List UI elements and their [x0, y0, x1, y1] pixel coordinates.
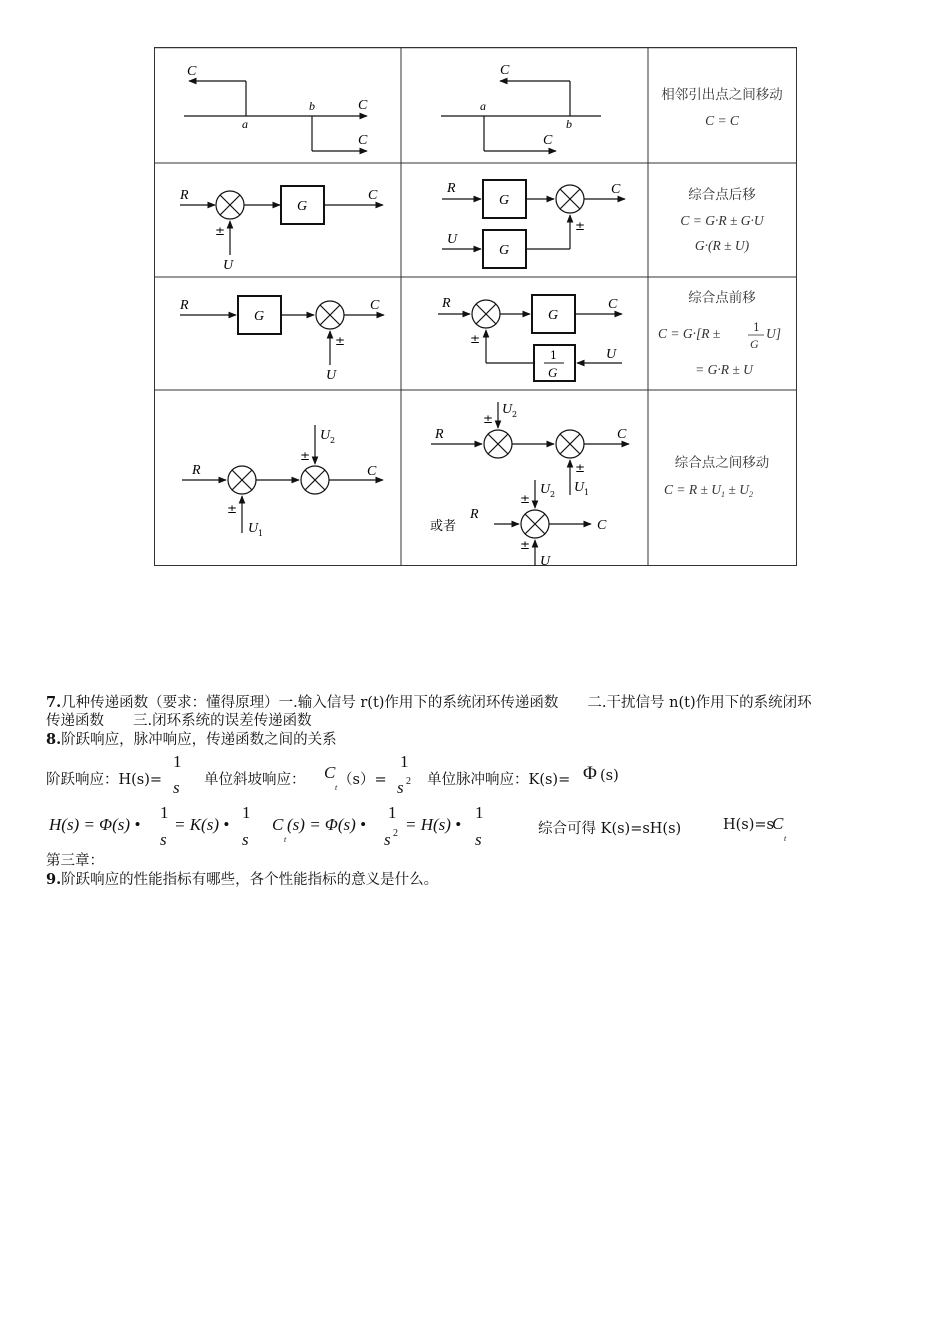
c-t-symbol: C t	[324, 763, 338, 792]
label-sub2: 2	[330, 436, 336, 445]
eq4-frac-den: s	[475, 830, 482, 849]
label-C: C	[367, 464, 377, 479]
section-number: 9.	[46, 871, 62, 888]
label-pm: ±	[227, 502, 238, 516]
block-diagram-table	[154, 47, 797, 566]
row2-middle-diagram	[442, 180, 625, 268]
label-R: R	[192, 463, 201, 478]
row4-left-diagram	[182, 425, 383, 533]
label-b: b	[309, 99, 315, 113]
label-U2: U	[502, 402, 513, 417]
row1-middle-diagram	[441, 81, 601, 151]
section-text: 传递函数 三.闭环系统的误差传递函数	[46, 713, 312, 729]
label-R: R	[442, 296, 451, 311]
impulse-s: (s)	[600, 768, 619, 784]
label-R: R	[180, 298, 189, 313]
step-response-label: 阶跃响应：H(s)=	[46, 772, 163, 788]
eq-c-var: C	[272, 815, 284, 834]
label-pm: ±	[335, 334, 346, 348]
row3-desc-frac-den: G	[750, 337, 759, 351]
section-number: 7.	[46, 694, 62, 711]
eq3-frac-sup: 2	[393, 828, 398, 839]
label-G: G	[499, 193, 510, 208]
label-G: G	[297, 199, 308, 214]
row3-left-diagram	[180, 296, 384, 365]
phi-symbol: Φ	[583, 763, 597, 784]
label-pm: ±	[575, 219, 586, 233]
label-C: C	[368, 188, 378, 203]
label-C: C	[543, 133, 553, 148]
row3-middle-diagram	[438, 295, 622, 381]
ramp-response-label: 单位斜坡响应：	[204, 772, 306, 788]
label-sub1: 1	[584, 488, 590, 497]
label-U2: U	[540, 482, 551, 497]
row2-desc-eq1: C = G·R ± G·U	[680, 213, 764, 228]
summary-text: 综合可得 K(s)=sH(s)	[538, 821, 682, 837]
label-C: C	[500, 63, 510, 78]
section-text: 几种传递函数（要求：懂得原理）一.输入信号 r(t)作用下的系统闭环传递函数 二.干扰信号 n(t)作用下的系统闭环	[61, 695, 812, 711]
row3-desc-eq2: = G·R ± U	[695, 362, 753, 377]
summary-t-sub: t	[784, 834, 787, 843]
chapter-title: 第三章：	[46, 853, 104, 869]
eq-part4: = H(s) •	[405, 815, 462, 834]
label-U1: U	[574, 480, 585, 495]
label-G: G	[499, 243, 510, 258]
row3-desc-frac-num: 1	[753, 321, 760, 334]
label-C: C	[358, 133, 368, 148]
eq2-frac-num: 1	[242, 803, 251, 822]
label-C: C	[608, 297, 618, 312]
label-pm: ±	[483, 412, 494, 426]
label-G: G	[548, 308, 559, 323]
label-R: R	[435, 427, 444, 442]
ramp-response-paren: （s）=	[338, 772, 387, 788]
label-pm: ±	[300, 449, 311, 463]
eq1-frac-den: s	[160, 830, 167, 849]
label-C: C	[187, 64, 197, 79]
label-pm: ±	[575, 461, 586, 475]
label-pm: ±	[520, 492, 531, 506]
label-U1: U	[248, 521, 259, 536]
row3-desc-eq1: C = G·[R ±	[658, 326, 721, 341]
eq4-frac-num: 1	[475, 803, 484, 822]
row2-desc-eq2: G·(R ± U)	[694, 238, 750, 253]
label-C: C	[370, 298, 380, 313]
label-C: C	[358, 98, 368, 113]
section-text: 阶跃响应的性能指标有哪些，各个性能指标的意义是什么。	[61, 872, 439, 888]
summary-text-2: H(s)=s	[723, 817, 774, 833]
row2-desc-title: 综合点后移	[688, 187, 756, 203]
label-C: C	[611, 182, 621, 197]
row4-desc-eq: $C = R \pm U_1 \pm U_2$	[664, 482, 753, 499]
label-pm: ±	[470, 332, 481, 346]
eq3-frac-den: s	[384, 830, 391, 849]
section-7	[46, 694, 812, 712]
label-a: a	[480, 99, 486, 113]
row2-left-diagram	[180, 186, 383, 255]
section-number: 8.	[46, 731, 62, 748]
label-U: U	[223, 258, 234, 273]
label-a: a	[242, 117, 248, 131]
label-U: U	[606, 347, 617, 362]
eq-part3: (s) = Φ(s) •	[287, 815, 366, 834]
label-sub2: 2	[550, 490, 556, 499]
row3-desc-title: 综合点前移	[688, 290, 756, 306]
eq-t-sub: t	[284, 835, 287, 844]
label-U: U	[326, 368, 337, 383]
label-pm: ±	[520, 538, 531, 552]
row4-desc-title: 综合点之间移动	[674, 455, 770, 471]
label-R: R	[447, 181, 456, 196]
impulse-response-label: 单位脉冲响应：K(s)=	[427, 772, 571, 788]
label-U2: U	[320, 428, 331, 443]
label-U: U	[447, 232, 458, 247]
label-sub1: 1	[258, 529, 264, 538]
eq-part2: = K(s) •	[174, 815, 230, 834]
label-R: R	[470, 507, 479, 522]
eq-part1: H(s) = Φ(s) •	[49, 815, 141, 834]
label-b: b	[566, 117, 572, 131]
row1-desc-eq: C = C	[705, 113, 739, 128]
eq1-frac-num: 1	[160, 803, 169, 822]
label-R: R	[180, 188, 189, 203]
row1-left-diagram	[184, 81, 367, 151]
eq2-frac-den: s	[242, 830, 249, 849]
row1-desc-title: 相邻引出点之间移动	[661, 87, 783, 103]
label-pm: ±	[215, 224, 226, 238]
label-U1: U	[540, 554, 551, 566]
label-G: G	[548, 365, 558, 380]
chapter-heading	[46, 852, 104, 870]
eq3-frac-num: 1	[388, 803, 397, 822]
section-9	[46, 871, 438, 889]
label-one: 1	[550, 349, 557, 362]
section-8	[46, 731, 337, 749]
label-G: G	[254, 309, 265, 324]
summary-c-var: C	[772, 814, 784, 833]
section-text: 阶跃响应，脉冲响应，传递函数之间的关系	[61, 732, 337, 748]
row3-desc-eq1-end: U]	[766, 326, 782, 341]
label-C: C	[597, 518, 607, 533]
label-C: C	[617, 427, 627, 442]
label-sub2: 2	[512, 410, 518, 419]
label-or: 或者	[430, 519, 457, 534]
section-7-cont	[46, 712, 312, 730]
